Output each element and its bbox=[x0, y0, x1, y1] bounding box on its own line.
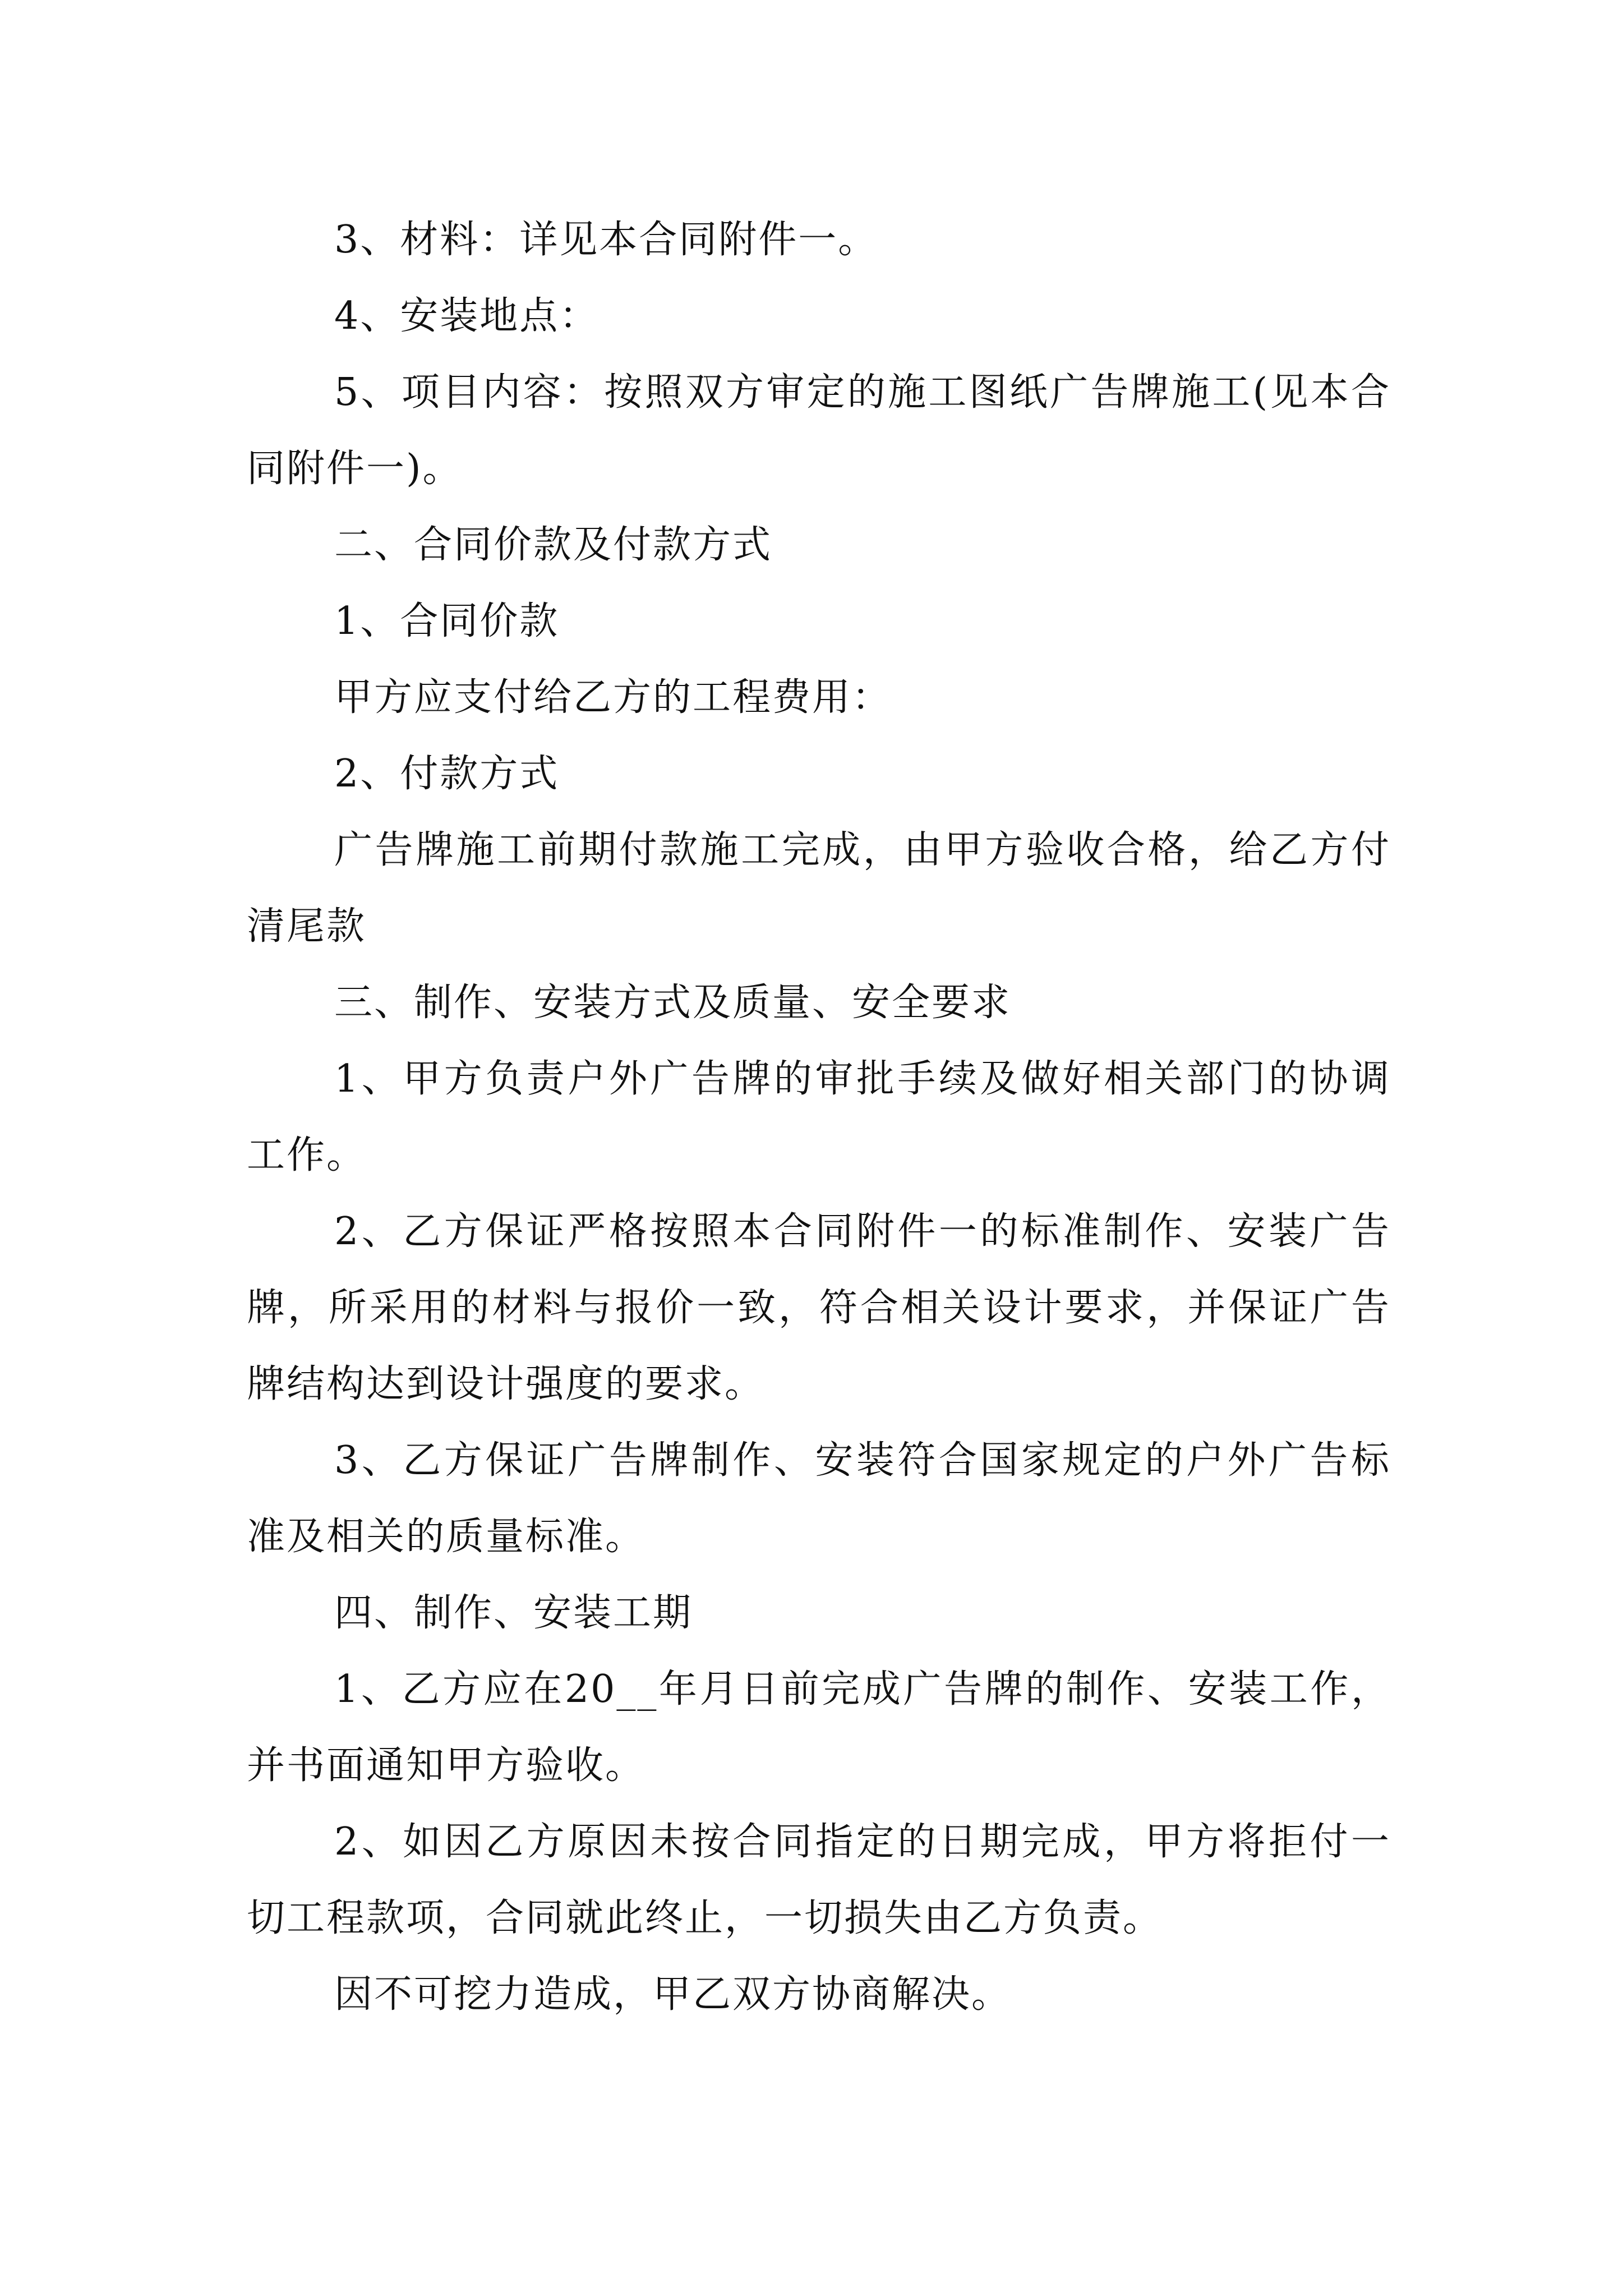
paragraph-engineering-fee: 甲方应支付给乙方的工程费用： bbox=[334, 675, 892, 720]
paragraph-payment-method: 2、付款方式 bbox=[334, 752, 560, 796]
paragraph-completion-date: 1、乙方应在20__年月日前完成广告牌的制作、安装工作，并书面通知甲方验收。 bbox=[247, 1667, 1391, 1788]
paragraph-national-standard: 3、乙方保证广告牌制作、安装符合国家规定的户外广告标准及相关的质量标准。 bbox=[247, 1438, 1391, 1559]
paragraph-materials: 3、材料：详见本合同附件一。 bbox=[334, 218, 878, 262]
paragraph-approval-procedures: 1、甲方负责户外广告牌的审批手续及做好相关部门的协调工作。 bbox=[247, 1057, 1391, 1177]
section-heading-price-payment: 二、合同价款及付款方式 bbox=[334, 523, 773, 567]
section-heading-schedule: 四、制作、安装工期 bbox=[334, 1591, 693, 1635]
paragraph-production-standard: 2、乙方保证严格按照本合同附件一的标准制作、安装广告牌，所采用的材料与报价一致，符合相关设计要求，并保证广告牌结构达到设计强度的要求。 bbox=[247, 1209, 1391, 1406]
document-body bbox=[247, 202, 1391, 2033]
paragraph-install-location: 4、安装地点： bbox=[334, 294, 600, 338]
paragraph-contract-price: 1、合同价款 bbox=[334, 599, 560, 643]
paragraph-delay-penalty: 2、如因乙方原因未按合同指定的日期完成，甲方将拒付一切工程款项，合同就此终止，一切损失由乙方负责。 bbox=[247, 1820, 1391, 1940]
paragraph-payment-terms: 广告牌施工前期付款施工完成，由甲方验收合格，给乙方付清尾款 bbox=[247, 828, 1391, 949]
paragraph-force-majeure: 因不可挖力造成，甲乙双方协商解决。 bbox=[334, 1972, 1012, 2017]
paragraph-project-content: 5、项目内容：按照双方审定的施工图纸广告牌施工(见本合同附件一)。 bbox=[247, 370, 1391, 491]
section-heading-quality-safety: 三、制作、安装方式及质量、安全要求 bbox=[334, 981, 1012, 1025]
